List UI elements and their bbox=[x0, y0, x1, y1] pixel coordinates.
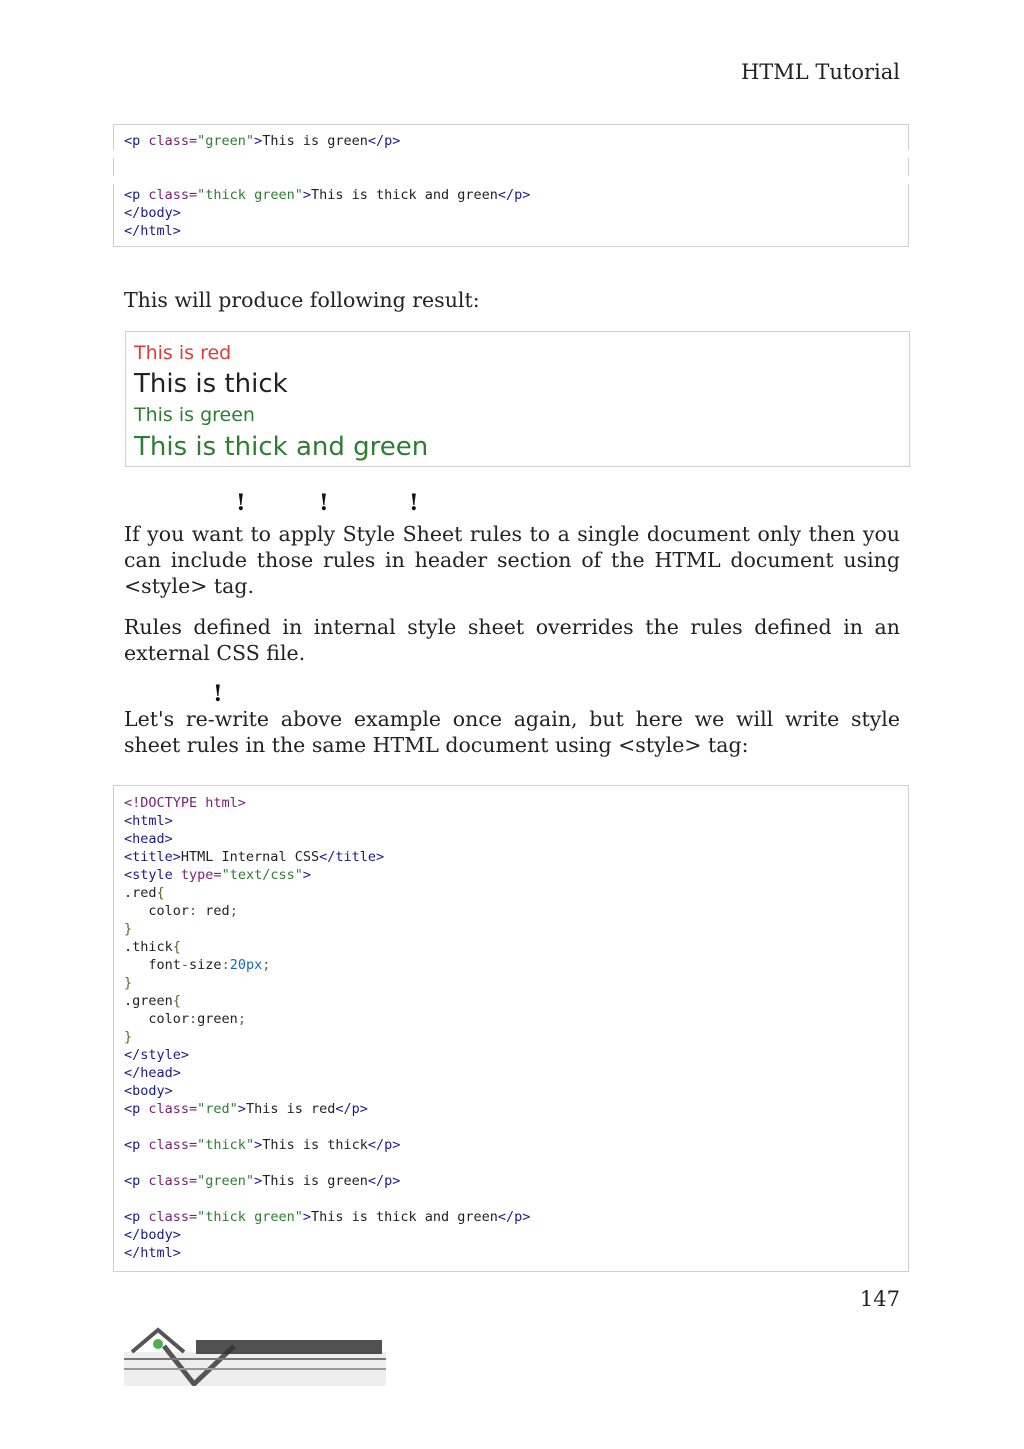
code-line: </html> bbox=[124, 223, 181, 239]
code-block-divider bbox=[113, 158, 909, 176]
code-line: <p class="thick">This is thick</p> bbox=[124, 1137, 401, 1153]
code-line-blank bbox=[124, 1154, 898, 1172]
code-line: </body> bbox=[124, 205, 181, 221]
code-line: .thick{ bbox=[124, 939, 181, 955]
paragraph-override-note: Rules defined in internal style sheet overrides the rules defined in an external CSS file. bbox=[124, 615, 900, 665]
paragraph-example-intro: Let's re-write above example once again, but here we will write style sheet rules in the same HTML document using <style> tag: bbox=[124, 707, 900, 757]
logo-line bbox=[124, 1368, 386, 1370]
code-line-blank bbox=[124, 1118, 898, 1136]
heading-glyph: ! bbox=[409, 490, 419, 516]
code-line: <p class="thick green">This is thick and green</p> bbox=[124, 1209, 531, 1225]
code-line: <head> bbox=[124, 831, 173, 847]
page-number: 147 bbox=[859, 1287, 900, 1311]
code-line: color: red; bbox=[124, 903, 238, 919]
code-line: <p class="green">This is green</p> bbox=[124, 133, 401, 149]
logo-wordmark-bar bbox=[196, 1340, 382, 1354]
paragraph-internal-css-intro: If you want to apply Style Sheet rules to a single document only then you can include those rules in header section of the HTML document using <style> tag. bbox=[124, 522, 900, 598]
code-line-blank bbox=[124, 1190, 898, 1208]
code-line: <!DOCTYPE html> bbox=[124, 795, 246, 811]
intro-text: This will produce following result: bbox=[124, 288, 480, 312]
code-line: <p class="thick green">This is thick and green</p> bbox=[124, 187, 531, 203]
result-preview bbox=[125, 331, 910, 467]
code-block-internal-css bbox=[113, 785, 909, 1272]
logo-dot-icon bbox=[153, 1339, 163, 1349]
code-line: </style> bbox=[124, 1047, 190, 1063]
code-line: <html> bbox=[124, 813, 173, 829]
heading-glyph: ! bbox=[213, 681, 223, 707]
heading-glyph: ! bbox=[319, 490, 329, 516]
result-green-text: This is green bbox=[134, 404, 255, 426]
code-line: .red{ bbox=[124, 885, 165, 901]
code-line: } bbox=[124, 921, 133, 937]
code-line: .green{ bbox=[124, 993, 181, 1009]
code-line: </html> bbox=[124, 1245, 181, 1261]
code-line: font-size:20px; bbox=[124, 957, 271, 973]
code-line: </body> bbox=[124, 1227, 181, 1243]
result-thick-text: This is thick bbox=[134, 369, 288, 399]
page-header-title: HTML Tutorial bbox=[740, 60, 900, 84]
heading-glyph: ! bbox=[236, 490, 246, 516]
code-line: <p class="red">This is red</p> bbox=[124, 1101, 368, 1117]
result-red-text: This is red bbox=[134, 342, 232, 364]
code-line: } bbox=[124, 1029, 133, 1045]
code-block-top-part2 bbox=[113, 184, 909, 247]
publisher-logo bbox=[124, 1316, 386, 1386]
code-line: <title>HTML Internal CSS</title> bbox=[124, 849, 385, 865]
code-block-top-part1 bbox=[113, 124, 909, 150]
code-line: color:green; bbox=[124, 1011, 246, 1027]
code-line: <p class="green">This is green</p> bbox=[124, 1173, 401, 1189]
code-line: } bbox=[124, 975, 133, 991]
result-thick-green-text: This is thick and green bbox=[134, 432, 429, 462]
code-line: <style type="text/css"> bbox=[124, 867, 311, 883]
code-line: </head> bbox=[124, 1065, 181, 1081]
code-line: <body> bbox=[124, 1083, 173, 1099]
logo-line bbox=[124, 1358, 386, 1360]
